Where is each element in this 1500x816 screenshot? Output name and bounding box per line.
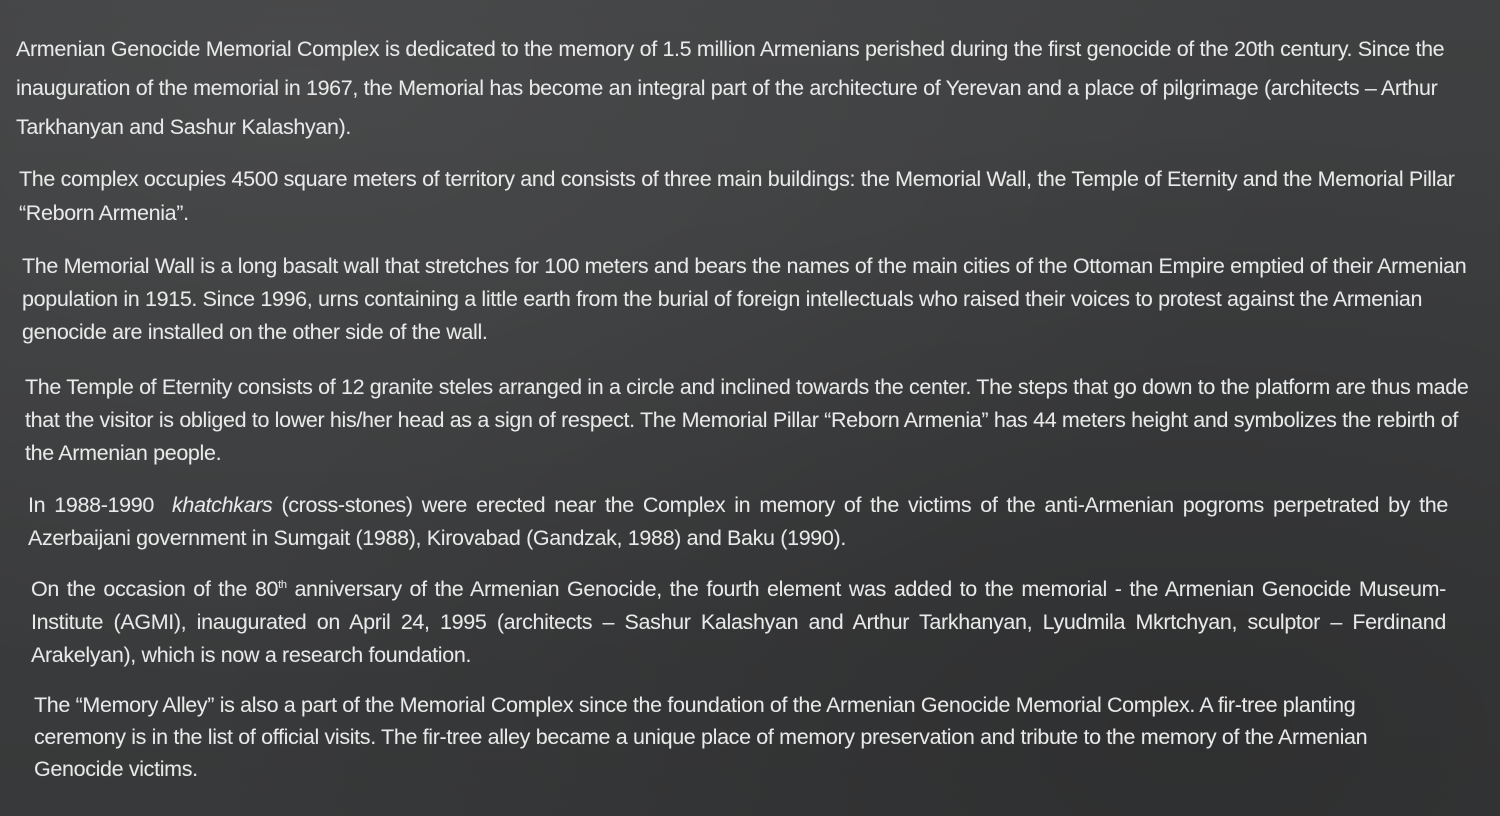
museum-text-after: anniversary of the Armenian Genocide, the fourth element was added to the memorial - the Armenian Genocide Museum-Institute (AGMI), inaugurated on April 24, 1995 (architects – Sashur Kalashyan and Arthur Tarkhanyan, Lyudmila Mkrtchyan, sculptor – Ferdinand Arakelyan), which is now a research foundation. — [31, 577, 1446, 667]
khatchkars-years: In 1988-1990 — [28, 493, 154, 517]
museum-text-before: On the occasion of the 80 — [31, 577, 279, 601]
paragraph-temple-of-eternity: The Temple of Eternity consists of 12 granite steles arranged in a circle and inclined towards the center. The steps that go down to the platform are thus made that the visitor is obliged to lower his/her head as a sign of respect. The Memorial Pillar “Reborn Armenia” has 44 meters height and symbolizes the rebirth of the Armenian people. — [25, 375, 1469, 465]
paragraph-museum-institute — [31, 573, 1446, 672]
khatchkars-term: khatchkars — [171, 493, 273, 517]
paragraph-memorial-complex-intro: Armenian Genocide Memorial Complex is dedicated to the memory of 1.5 million Armenians perished during the first genocide of the 20th century. Since the inauguration of the memorial in 1967, the Memorial has become an integral part of the architecture of Yerevan and a place of pilgrimage (architects – Arthur Tarkhanyan and Sashur Kalashyan). — [16, 37, 1445, 139]
ordinal-suffix: th — [278, 578, 287, 591]
khatchkars-text: (cross-stones) were erected near the Complex in memory of the victims of the anti-Armenian pogroms perpetrated by the Azerbaijani government in Sumgait (1988), Kirovabad (Gandzak, 1988) and Baku (1990). — [28, 493, 1449, 550]
paragraph-memorial-wall: The Memorial Wall is a long basalt wall that stretches for 100 meters and bears the names of the main cities of the Ottoman Empire emptied of their Armenian population in 1915. Since 1996, urns containing a little earth from the burial of foreign intellectuals who raised their voices to protest against the Armenian genocide are installed on the other side of the wall. — [22, 254, 1467, 344]
paragraph-complex-buildings: The complex occupies 4500 square meters of territory and consists of three main buildings: the Memorial Wall, the Temple of Eternity and the Memorial Pillar “Reborn Armenia”. — [19, 167, 1455, 225]
paragraph-khatchkars — [28, 489, 1448, 555]
paragraph-memory-alley: The “Memory Alley” is also a part of the Memorial Complex since the foundation of the Armenian Genocide Memorial Complex. A fir-tree planting ceremony is in the list of official visits. The fir-tree alley became a unique place of memory preservation and tribute to the memory of the Armenian Genocide victims. — [34, 693, 1368, 781]
